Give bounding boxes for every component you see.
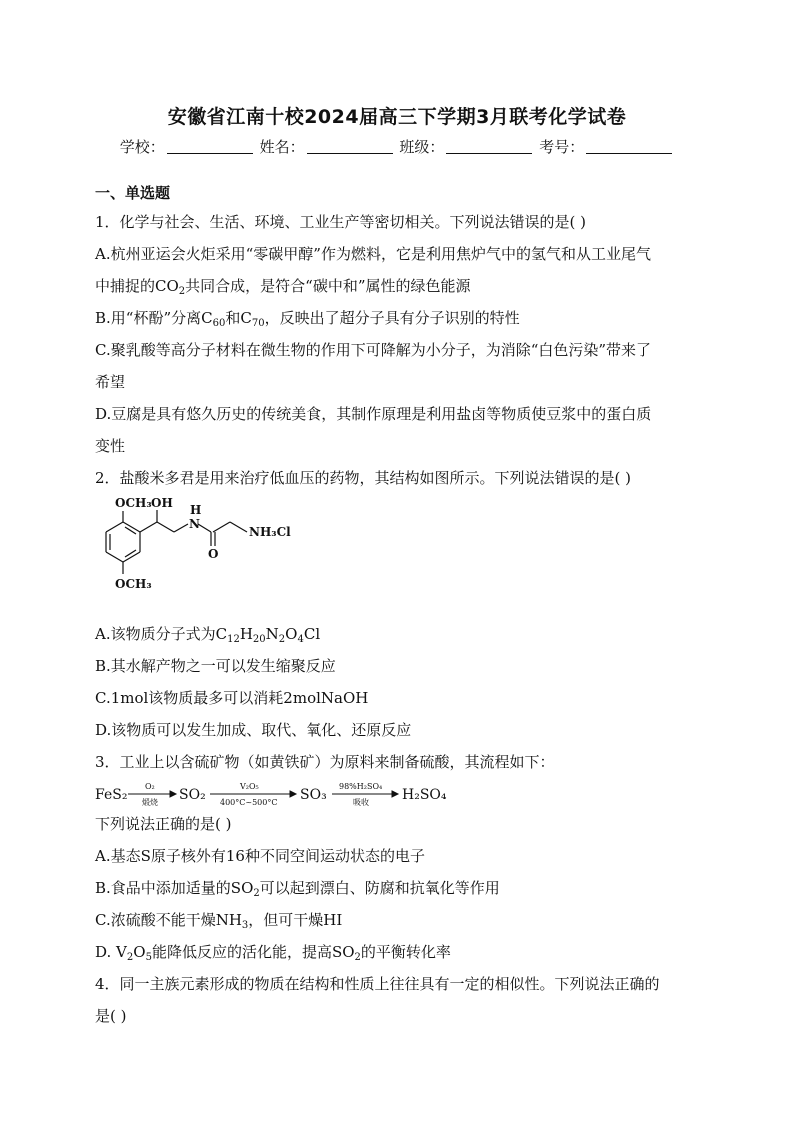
structure-svg [95, 494, 395, 618]
class-label: 班级： [399, 138, 445, 156]
q3-stem: 3．工业上以含硫矿物（如黄铁矿）为原料来制备硫酸，其流程如下： [95, 753, 555, 771]
text-span: ，反映出了超分子具有分子识别的特性 [264, 309, 520, 327]
name-blank[interactable] [307, 153, 393, 154]
flow-species-1: FeS₂ [95, 787, 128, 803]
text-span: O [133, 943, 146, 961]
text-span: O [285, 625, 298, 643]
text-span: 和C [225, 309, 252, 327]
structure-label-bottom: OCH₃ [115, 577, 152, 591]
text-span: Cl [303, 625, 321, 643]
text-span: 共同合成，是符合“碳中和”属性的绿色能源 [185, 277, 471, 295]
subscript: 12 [227, 634, 240, 645]
flow-species-3: SO₃ [300, 787, 327, 803]
school-blank[interactable] [167, 153, 253, 154]
subscript: 70 [251, 318, 265, 329]
text-span: 能降低反应的活化能，提高SO [151, 943, 355, 961]
q1-option-d-line1: D.豆腐是具有悠久历史的传统美食，其制作原理是利用盐卤等物质使豆浆中的蛋白质 [95, 405, 652, 423]
q1-option-c-line2: 希望 [95, 373, 126, 391]
flow-condition-2-bottom: 400°C~500°C [220, 798, 278, 807]
flow-species-2: SO₂ [179, 787, 206, 803]
number-label: 考号： [539, 138, 585, 156]
subscript: 2 [126, 952, 134, 963]
text-span: C.浓硫酸不能干燥NH [95, 911, 242, 929]
q1-stem: 1．化学与社会、生活、环境、工业生产等密切相关。下列说法错误的是( ) [95, 213, 587, 231]
subscript: 60 [212, 318, 226, 329]
structure-label-oh: OH [151, 496, 173, 510]
midodrine-structure [95, 494, 705, 618]
flow-species-4: H₂SO₄ [402, 787, 447, 803]
subscript: 2 [354, 952, 361, 963]
flow-condition-1-bottom: 煅烧 [142, 798, 158, 807]
q2-option-a [95, 618, 705, 650]
flow-svg [95, 778, 495, 808]
student-info-row [0, 136, 794, 157]
number-blank[interactable] [586, 153, 672, 154]
subscript: 2 [178, 286, 186, 297]
text-span: B.食品中添加适量的SO [95, 879, 254, 897]
q3-option-c [95, 904, 705, 936]
q1-option-d-line2: 变性 [95, 437, 126, 455]
text-span: D. V [95, 943, 127, 961]
structure-label-nh3cl: NH₃Cl [249, 525, 291, 539]
text-span: H [239, 625, 253, 643]
text-span: A.该物质分子式为C [95, 625, 228, 643]
q3-option-d [95, 936, 705, 968]
text-span: 的平衡转化率 [360, 943, 451, 961]
q1-option-b [95, 302, 705, 334]
structure-label-n: N [189, 517, 200, 531]
q3-option-b [95, 872, 705, 904]
section-title: 一、单选题 [95, 184, 171, 202]
name-label: 姓名： [259, 138, 305, 156]
q1-option-a-line1: A.杭州亚运会火炬采用“零碳甲醇”作为燃料，它是利用焦炉气中的氢气和从工业尾气 [95, 245, 651, 263]
sulfuric-acid-flow [95, 778, 705, 808]
q1-option-c-line1: C.聚乳酸等高分子材料在微生物的作用下可降解为小分子，为消除“白色污染”带来了 [95, 341, 652, 359]
q3-prompt: 下列说法正确的是( ) [95, 815, 232, 833]
structure-label-top: OCH₃ [115, 496, 152, 510]
q2-option-c: C.1mol该物质最多可以消耗2molNaOH [95, 689, 369, 707]
text-span: N [265, 625, 279, 643]
question-content [95, 180, 705, 1032]
subscript: 2 [253, 888, 260, 899]
text-span: B.用“杯酚”分离C [95, 309, 213, 327]
q2-option-b: B.其水解产物之一可以发生缩聚反应 [95, 657, 336, 675]
subscript: 4 [297, 634, 304, 645]
subscript: 20 [252, 634, 266, 645]
q3-option-a: A.基态S原子核外有16种不同空间运动状态的电子 [95, 847, 425, 865]
q2-stem: 2．盐酸米多君是用来治疗低血压的药物，其结构如图所示。下列说法错误的是( ) [95, 469, 632, 487]
subscript: 5 [145, 952, 152, 963]
text-span: 中捕捉的CO [95, 277, 179, 295]
flow-condition-2-top: V₂O₅ [240, 782, 259, 791]
structure-label-o: O [208, 547, 219, 561]
subscript: 2 [278, 634, 286, 645]
text-span: ，但可干燥HI [248, 911, 343, 929]
q2-option-d: D.该物质可以发生加成、取代、氧化、还原反应 [95, 721, 412, 739]
text-span: 可以起到漂白、防腐和抗氧化等作用 [259, 879, 500, 897]
flow-condition-3-top: 98%H₂SO₄ [339, 782, 383, 791]
structure-label-h: H [190, 503, 202, 517]
q1-option-a-line2 [95, 270, 705, 302]
subscript: 3 [241, 920, 249, 931]
class-blank[interactable] [446, 153, 532, 154]
school-label: 学校： [119, 138, 165, 156]
flow-condition-3-bottom: 吸收 [353, 798, 369, 807]
q4-stem-line2: 是( ) [95, 1007, 127, 1025]
page-title: 安徽省江南十校2024届高三下学期3月联考化学试卷 [167, 106, 627, 128]
q4-stem-line1: 4．同一主族元素形成的物质在结构和性质上往往具有一定的相似性。下列说法正确的 [95, 975, 660, 993]
flow-condition-1-top: O₂ [145, 782, 155, 791]
